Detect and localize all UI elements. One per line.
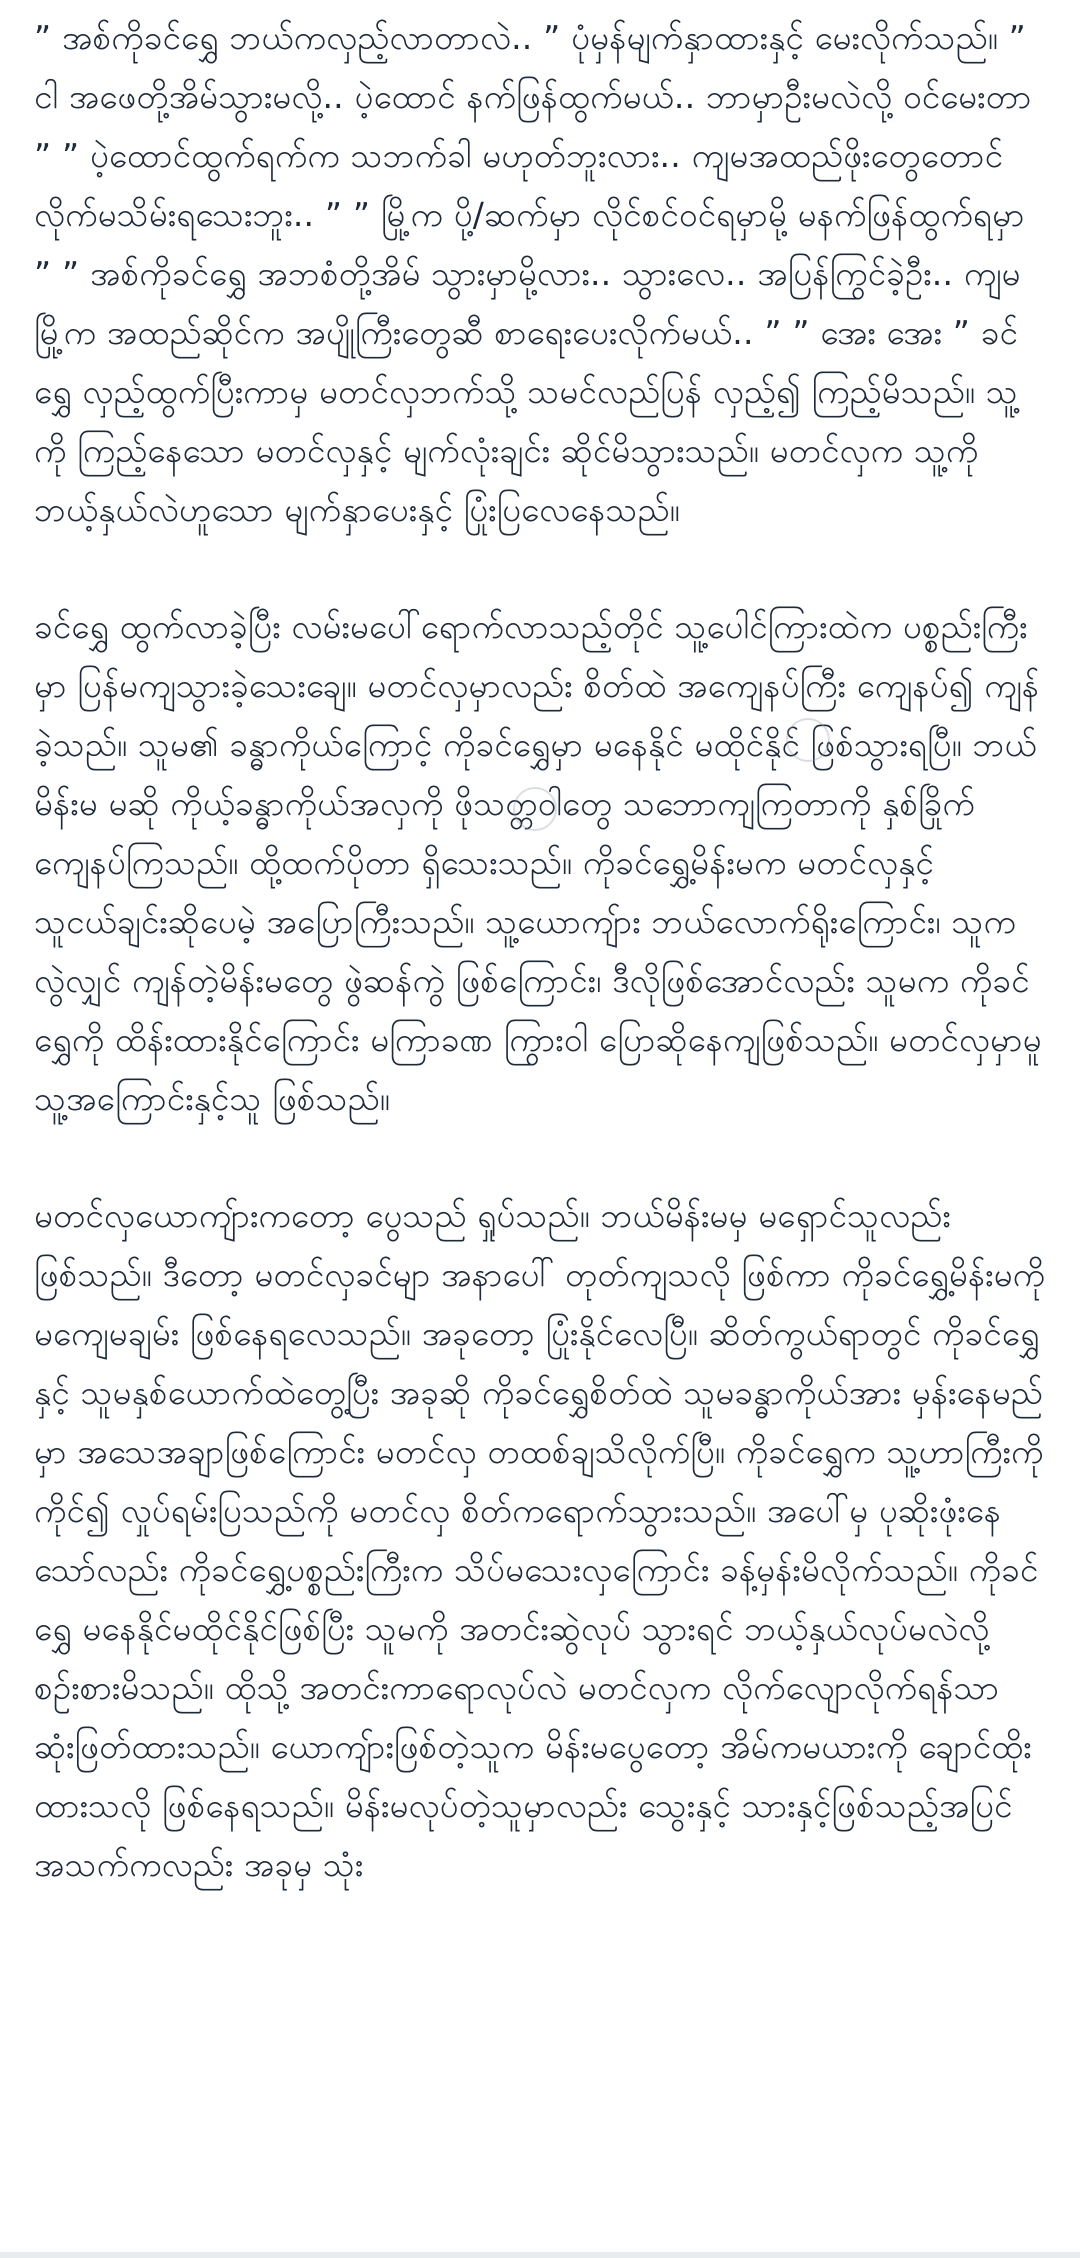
bottom-edge-bar xyxy=(0,2252,1080,2258)
paragraph-1: ” အစ်ကိုခင်ရွှေ ဘယ်ကလှည့်လာတာလဲ.. ” ပုံမှန်မျက်နှာထားနှင့် မေးလိုက်သည်။ ” ငါ အဖေတို့အိမ်သွားမလို့.. ပဲ့ထောင် နက်ဖြန်ထွက်မယ်.. ဘာမှာဦးမလဲလို့ ဝင်မေးတာ ” ” ပဲ့ထောင်ထွက်ရက်က သဘက်ခါ မဟုတ်ဘူးလား.. ကျမအထည်ဖိုးတွေတောင် လိုက်မသိမ်းရသေးဘူး.. ” ” မြို့က ပို့/ဆက်မှာ လိုင်စင်ဝင်ရမှာမို့ မနက်ဖြန်ထွက်ရမှာ ” ” အစ်ကိုခင်ရွှေ အဘစံတို့အိမ် သွားမှာမို့လား.. သွားလေ.. အပြန်ကြွင်ခဲ့ဦး.. ကျမ မြို့က အထည်ဆိုင်က အပျိုကြီးတွေဆီ စာရေးပေးလိုက်မယ်.. ” ” အေး အေး ” ခင်ရွှေ လှည့်ထွက်ပြီးကာမှ မတင်လှဘက်သို့ သမင်လည်ပြန် လှည့်၍ ကြည့်မိသည်။ သူ့ကို ကြည့်နေသော မတင်လှနှင့် မျက်လုံးချင်း ဆိုင်မိသွားသည်။ မတင်လှက သူ့ကို ဘယ့်နှယ်လဲဟူသော မျက်နှာပေးနှင့် ပြုံးပြလေနေသည်။ xyxy=(34,18,1032,529)
paragraph-3: မတင်လှယောကျ်ားကတော့ ပွေသည် ရှုပ်သည်။ ဘယ်မိန်းမမှ မရှောင်သူလည်း ဖြစ်သည်။ ဒီတော့ မတင်လှခင်မျာ အနာပေါ် တုတ်ကျသလို ဖြစ်ကာ ကိုခင်ရွှေ့မိန်းမကို မကျေမချမ်း ဖြစ်နေရလေသည်။ အခုတော့ ပြုံးနိုင်လေပြီ။ ဆိတ်ကွယ်ရာတွင် ကိုခင်ရွှေနှင့် သူမနှစ်ယောက်ထဲတွေ့ပြီး အခုဆို ကိုခင်ရွှေစိတ်ထဲ သူမခန္ဓာကိုယ်အား မှန်းနေမည်မှာ အသေအချာဖြစ်ကြောင်း မတင်လှ တထစ်ချသိလိုက်ပြီ။ ကိုခင်ရွှေက သူ့ဟာကြီးကို ကိုင်၍ လှုပ်ရမ်းပြသည်ကို မတင်လှ စိတ်ကရောက်သွားသည်။ အပေါ်မှ ပုဆိုးဖုံးနေသော်လည်း ကိုခင်ရွှေ့ပစ္စည်းကြီးက သိပ်မသေးလှကြောင်း ခန့်မှန်းမိလိုက်သည်။ ကိုခင်ရွှေ မနေနိုင်မထိုင်နိုင်ဖြစ်ပြီး သူမကို အတင်းဆွဲလုပ် သွားရင် ဘယ့်နှယ်လုပ်မလဲလို့ စဉ်းစားမိသည်။ ထိုသို့ အတင်းကာရောလုပ်လဲ မတင်လှက လိုက်လျောလိုက်ရန်သာ ဆုံးဖြတ်ထားသည်။ ယောကျ်ားဖြစ်တဲ့သူက မိန်းမပွေတော့ အိမ်ကမယားကို ချောင်ထိုးထားသလို ဖြစ်နေရသည်။ မိန်းမလုပ်တဲ့သူမှာလည်း သွေးနှင့် သားနှင့်ဖြစ်သည့်အပြင် အသက်ကလည်း အခုမှ သုံး xyxy=(34,1196,1046,1884)
paragraph-2: ခင်ရွှေ ထွက်လာခဲ့ပြီး လမ်းမပေါ်ရောက်လာသည့်တိုင် သူ့ပေါင်ကြားထဲက ပစ္စည်းကြီးမှာ ပြန်မကျသွားခဲ့သေးချေ။ မတင်လှမှာလည်း စိတ်ထဲ အကျေနပ်ကြီး ကျေနပ်၍ ကျန်ခဲ့သည်။ သူမ၏ ခန္ဓာကိုယ်ကြောင့် ကိုခင်ရွှေမှာ မနေနိုင် မထိုင်နိုင် ဖြစ်သွားရပြီ။ ဘယ်မိန်းမ မဆို ကိုယ့်ခန္ဓာကိုယ်အလှကို ဖိုသတ္တဝါတွေ သဘောကျကြတာကို နှစ်ခြိုက်ကျေနပ်ကြသည်။ ထို့ထက်ပိုတာ ရှိသေးသည်။ ကိုခင်ရွှေ့မိန်းမက မတင်လှနှင့် သူငယ်ချင်းဆိုပေမဲ့ အပြောကြီးသည်။ သူ့ယောကျ်ား ဘယ်လောက်ရိုးကြောင်း၊ သူကလွဲလျှင် ကျန်တဲ့မိန်းမတွေ ဖွဲဆန်ကွဲ ဖြစ်ကြောင်း၊ ဒီလိုဖြစ်အောင်လည်း သူမက ကိုခင်ရွှေကို ထိန်းထားနိုင်ကြောင်း မကြာခဏ ကြွားဝါ ပြောဆိုနေကျဖြစ်သည်။ မတင်လှမှာမူ သူ့အကြောင်းနှင့်သူ ဖြစ်သည်။ xyxy=(34,607,1042,1118)
